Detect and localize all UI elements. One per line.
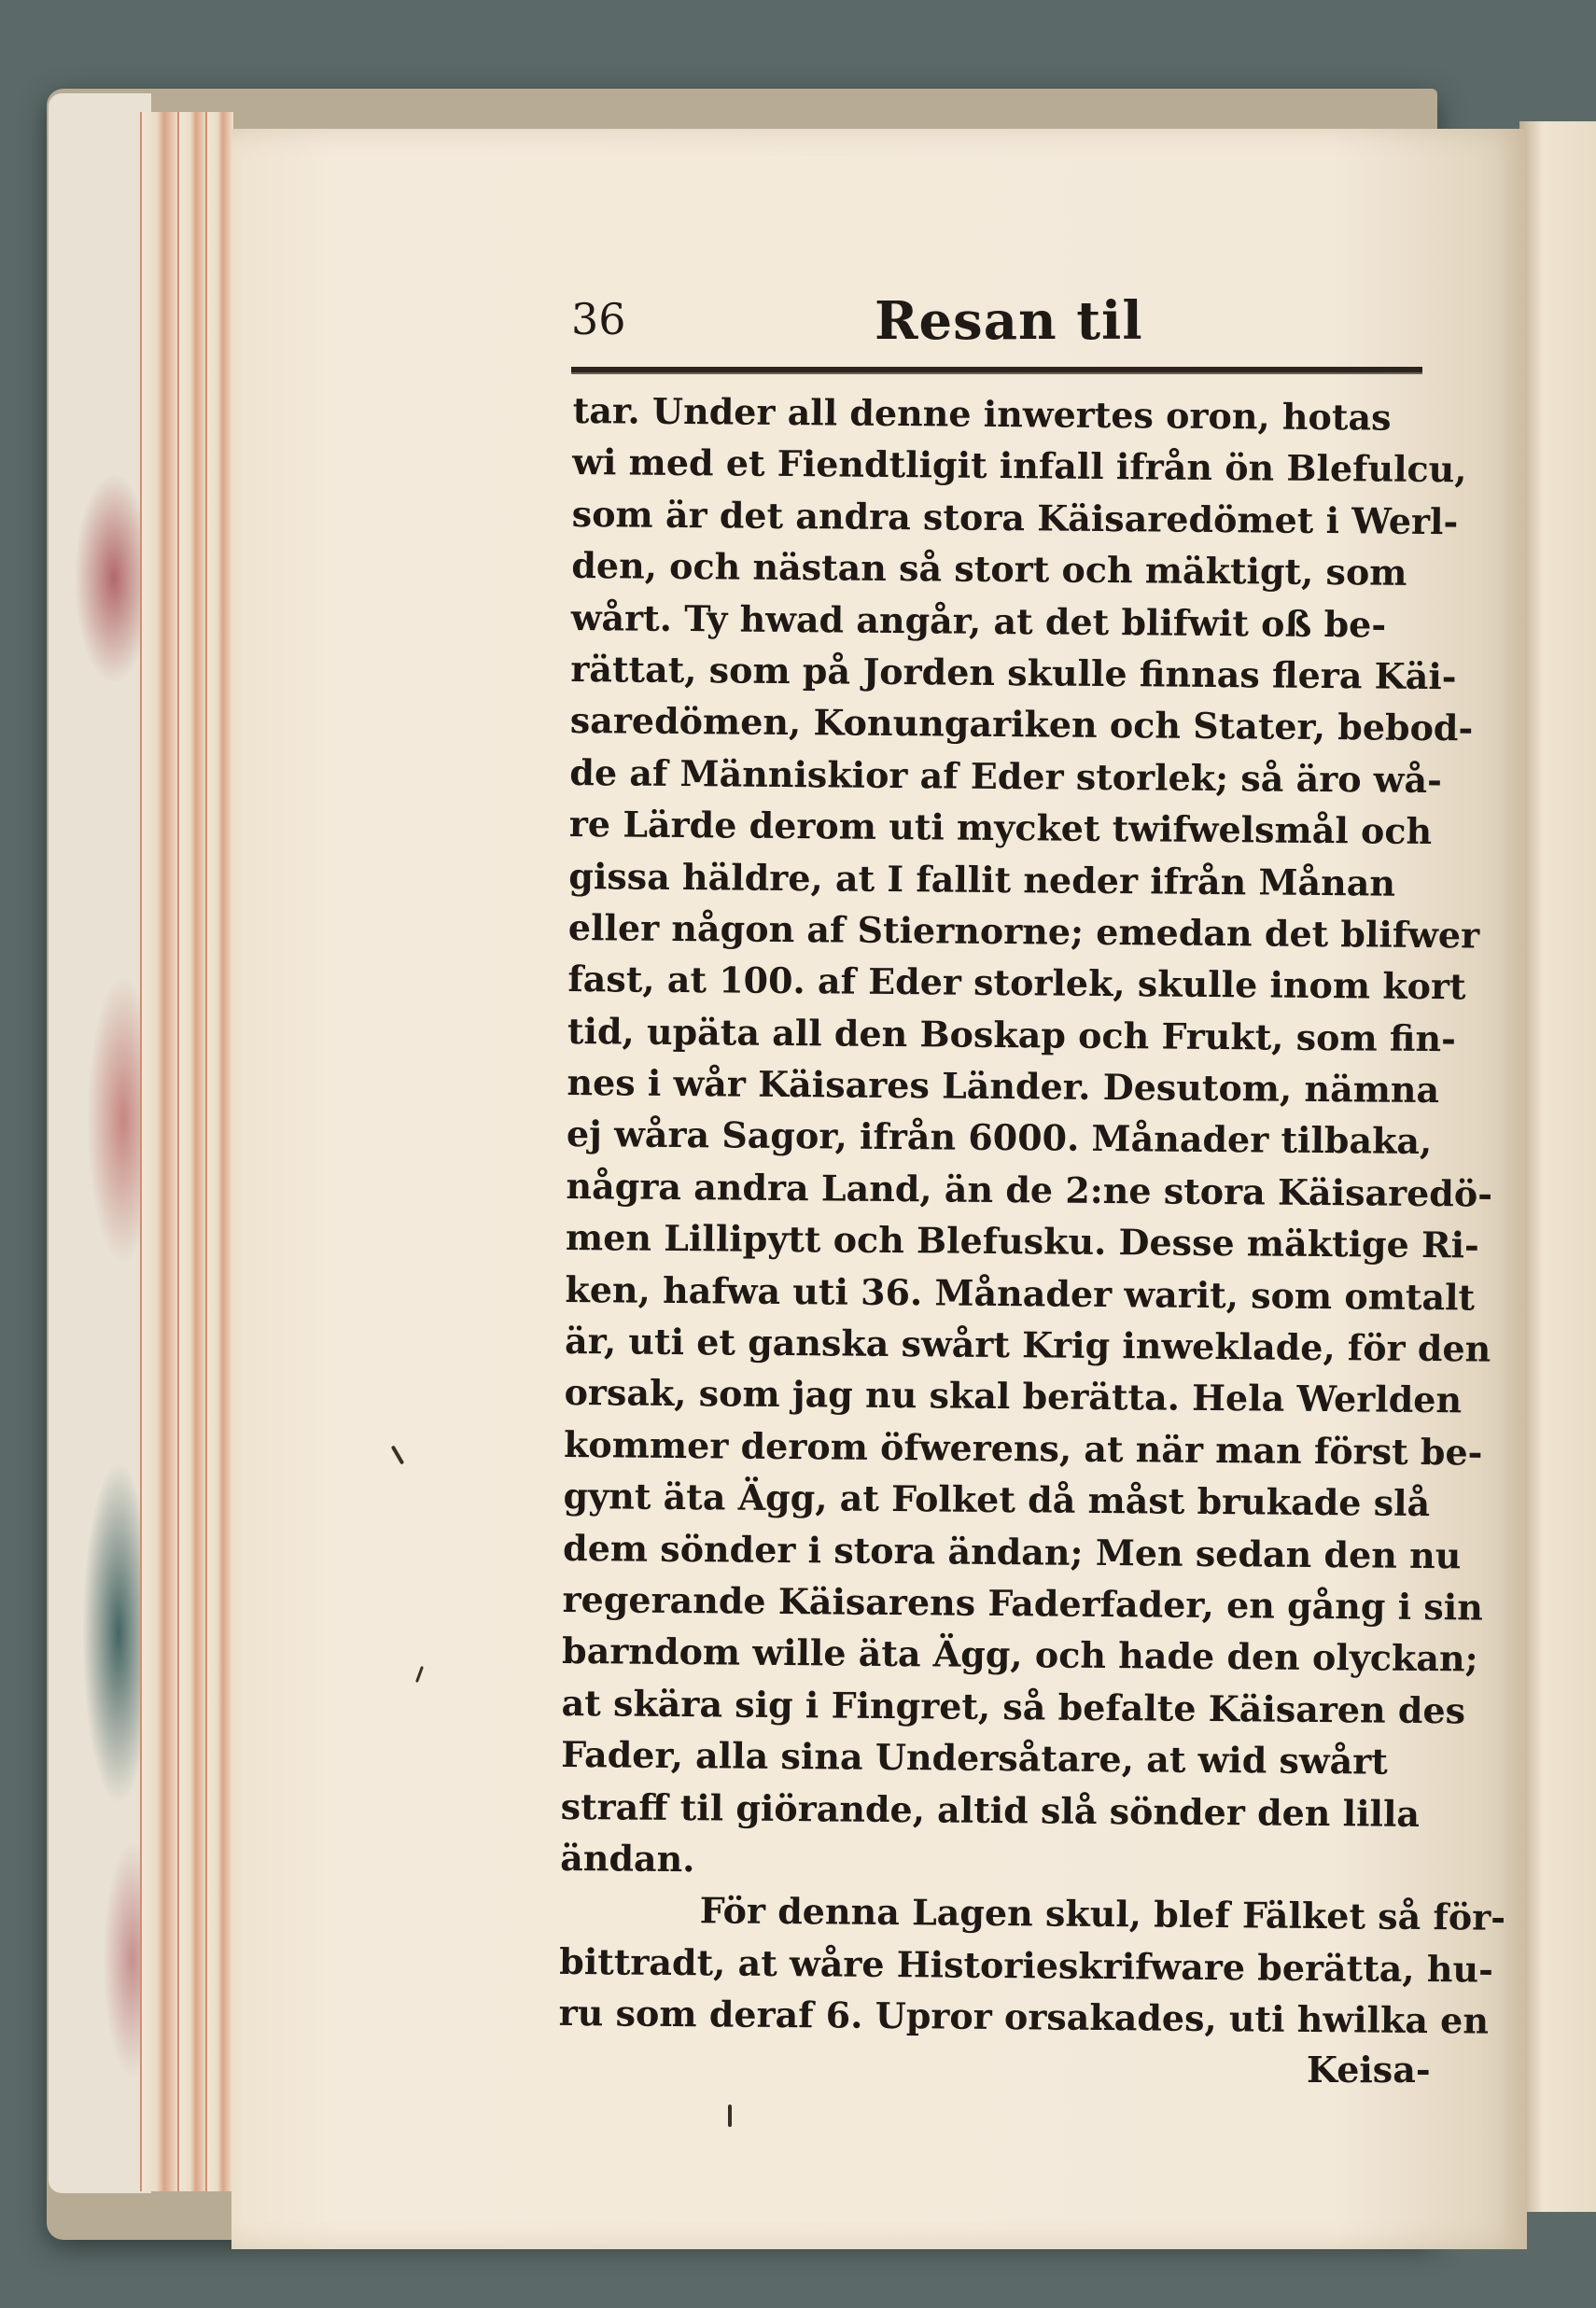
text-line: de af Människior af Eder storlek; så äro wå- xyxy=(569,750,1443,801)
page-edge-stack xyxy=(205,112,233,2191)
text-line: som är det andra stora Käisaredömet i Werl- xyxy=(571,492,1459,543)
text-line: kommer derom öfwerens, at när man först be- xyxy=(563,1422,1483,1474)
page-edge-stack xyxy=(177,112,207,2191)
text-line: wi med et Fiendtligit infall ifrån ön Blefulcu, xyxy=(572,441,1467,491)
body-text xyxy=(558,385,1506,2047)
text-line: bittradt, at wåre Historieskrifware berätta, hu- xyxy=(559,1939,1494,1991)
running-head: Resan til xyxy=(875,290,1143,352)
text-line: några andra Land, än de 2:ne stora Käisaredö- xyxy=(566,1164,1493,1215)
text-line: ändan. xyxy=(560,1836,695,1881)
paper-speck xyxy=(728,2105,732,2127)
text-line: Fader, alla sina Undersåtare, at wid swårt xyxy=(560,1733,1389,1783)
text-line: fast, at 100. af Eder storlek, skulle inom kort xyxy=(567,958,1466,1008)
text-line: dem sönder i stora ändan; Men sedan den nu xyxy=(562,1526,1462,1576)
text-line: barndom wille äta Ägg, och hade den olyckan; xyxy=(561,1630,1478,1680)
text-line: men Lillipytt och Blefusku. Desse mäktige Ri- xyxy=(565,1216,1479,1266)
text-line: gynt äta Ägg, at Folket då måst brukade slå xyxy=(563,1475,1431,1525)
header-rule xyxy=(571,367,1422,374)
text-line: rättat, som på Jorden skulle finnas flera Käi- xyxy=(570,647,1457,698)
text-line: wårt. Ty hwad angår, at det blifwit oß be- xyxy=(570,595,1387,646)
text-line: re Lärde derom uti mycket twifwelsmål och xyxy=(568,803,1433,853)
text-line: eller någon af Stiernorne; emedan det blifwer xyxy=(567,905,1480,957)
text-line: tid, upäta all den Boskap och Frukt, som fin- xyxy=(567,1009,1457,1059)
text-line: at skära sig i Fingret, så befalte Käisaren des xyxy=(561,1681,1466,1732)
page-header xyxy=(571,290,1430,359)
page-number: 36 xyxy=(571,294,626,344)
text-line: är, uti et ganska swårt Krig inweklade, för den xyxy=(564,1319,1491,1370)
text-line: ej wåra Sagor, ifrån 6000. Månader tilbaka, xyxy=(566,1112,1433,1163)
page-edge-stack xyxy=(140,112,179,2191)
text-line: ru som deraf 6. Upror orsakades, uti hwilka en xyxy=(558,1992,1490,2042)
text-line: orsak, som jag nu skal berätta. Hela Werlden xyxy=(564,1371,1463,1421)
text-line: tar. Under all denne inwertes oron, hotas xyxy=(572,388,1392,439)
text-line: nes i wår Käisares Länder. Desutom, nämna xyxy=(567,1061,1440,1112)
book-cover-marbled xyxy=(49,93,151,2193)
text-line: straff til giörande, altid slå sönder den lilla xyxy=(560,1784,1421,1835)
facing-page-edge xyxy=(1519,121,1596,2212)
text-line: ken, hafwa uti 36. Månader warit, som omtalt xyxy=(565,1267,1476,1319)
catchword: Keisa- xyxy=(1307,2049,1431,2091)
text-line: För denna Lagen skul, blef Fälket så för- xyxy=(699,1889,1506,1939)
text-line: saredömen, Konungariken och Stater, bebod- xyxy=(569,699,1474,749)
text-line: regerande Käisarens Faderfader, en gång i sin xyxy=(562,1577,1484,1629)
text-line: gissa häldre, at I fallit neder ifrån Månan xyxy=(568,854,1396,904)
text-line: den, och nästan så stort och mäktigt, som xyxy=(571,544,1407,594)
